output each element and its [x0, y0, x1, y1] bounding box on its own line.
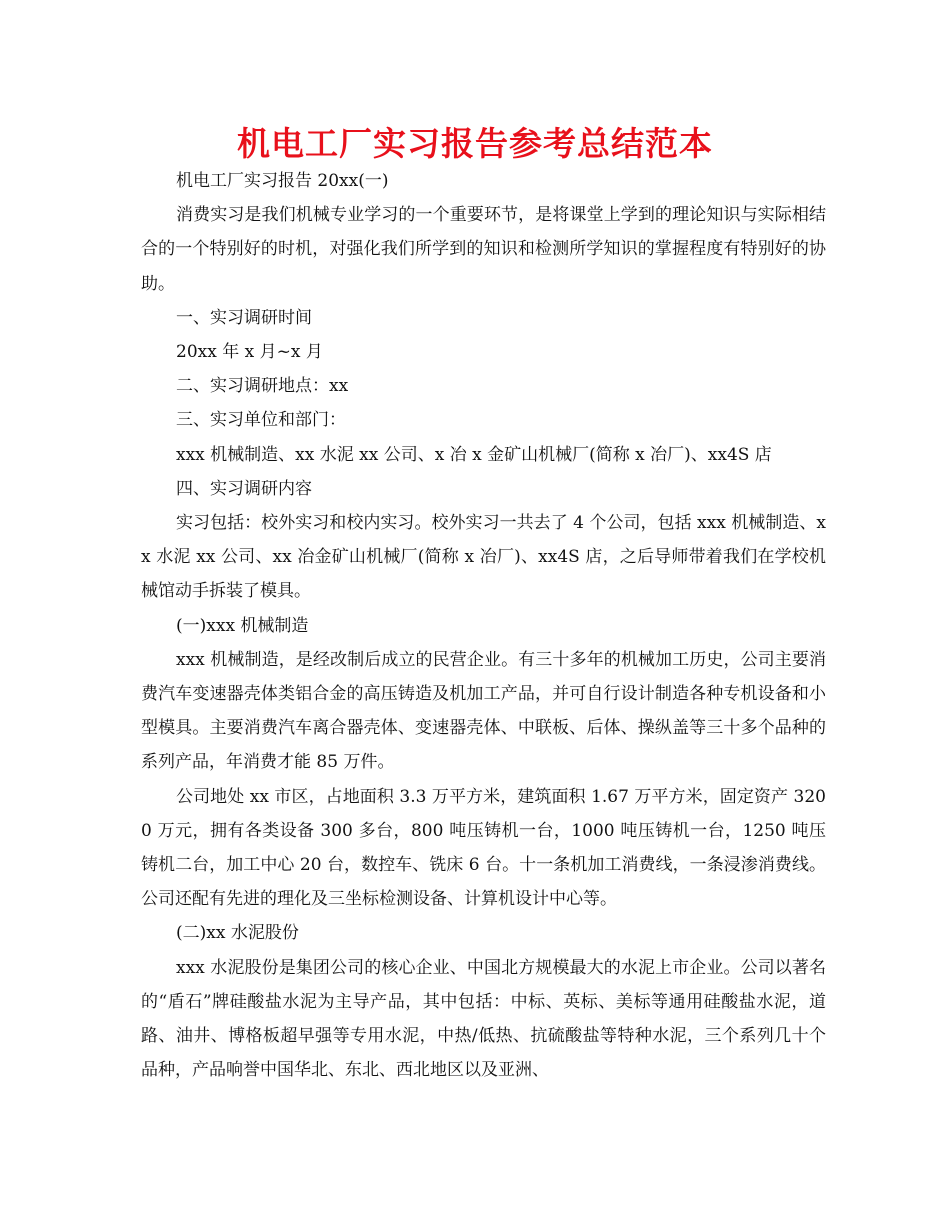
section-heading-units: 三、实习单位和部门：	[176, 410, 346, 431]
subheading-machinery: (一)xxx 机械制造	[176, 615, 309, 636]
cement-paragraph: xxx 水泥股份是集团公司的核心企业、中国北方规模最大的水泥上市企业。公司以著名的“盾石”牌硅酸盐水泥为主导产品，其中包括：中标、英标、美标等通用硅酸盐水泥，道路、油井、博格板超早强等专用水泥，中热/低热、抗硫酸盐等特种水泥，三个系列几十个品种，产品响誉中国华北、东北、西北地区以及亚洲、	[141, 957, 826, 1081]
document-title: 机电工厂实习报告参考总结范本	[237, 124, 713, 163]
section-heading-time: 一、实习调研时间	[176, 307, 312, 328]
content-paragraph: 实习包括：校外实习和校内实习。校外实习一共去了 4 个公司，包括 xxx 机械制造、xx 水泥 xx 公司、xx 冶金矿山机械厂(简称 x 冶厂)、xx4S 店，之后导师带着我们在学校机械馆动手拆装了模具。	[141, 513, 826, 602]
intro-paragraph: 消费实习是我们机械专业学习的一个重要环节，是将课堂上学到的理论知识与实际相结合的一个特别好的时机，对强化我们所学到的知识和检测所学知识的掌握程度有特别好的协助。	[141, 205, 826, 294]
units-list: xxx 机械制造、xx 水泥 xx 公司、x 冶 x 金矿山机械厂(简称 x 冶厂)、xx4S 店	[176, 444, 772, 465]
section-heading-location: 二、实习调研地点：xx	[176, 376, 349, 397]
machinery-paragraph-2: 公司地处 xx 市区，占地面积 3.3 万平方米，建筑面积 1.67 万平方米，固定资产 3200 万元，拥有各类设备 300 多台，800 吨压铸机一台，1000 吨压铸机一台，1250 吨压铸机二台，加工中心 20 台，数控车、铣床 6 台。十一条机加工消费线，一条浸渗消费线。公司还配有先进的理化及三坐标检测设备、计算机设计中心等。	[141, 786, 826, 910]
subheading-cement: (二)xx 水泥股份	[176, 923, 299, 944]
machinery-paragraph-1: xxx 机械制造，是经改制后成立的民营企业。有三十多年的机械加工历史，公司主要消费汽车变速器壳体类铝合金的高压铸造及机加工产品，并可自行设计制造各种专机设备和小型模具。主要消费汽车离合器壳体、变速器壳体、中联板、后体、操纵盖等三十多个品种的系列产品，年消费才能 85 万件。	[141, 649, 826, 773]
document-body	[141, 164, 826, 1087]
time-value: 20xx 年 x 月~x 月	[176, 342, 323, 363]
section-heading-content: 四、实习调研内容	[176, 478, 312, 499]
report-subtitle: 机电工厂实习报告 20xx(一)	[176, 171, 389, 191]
